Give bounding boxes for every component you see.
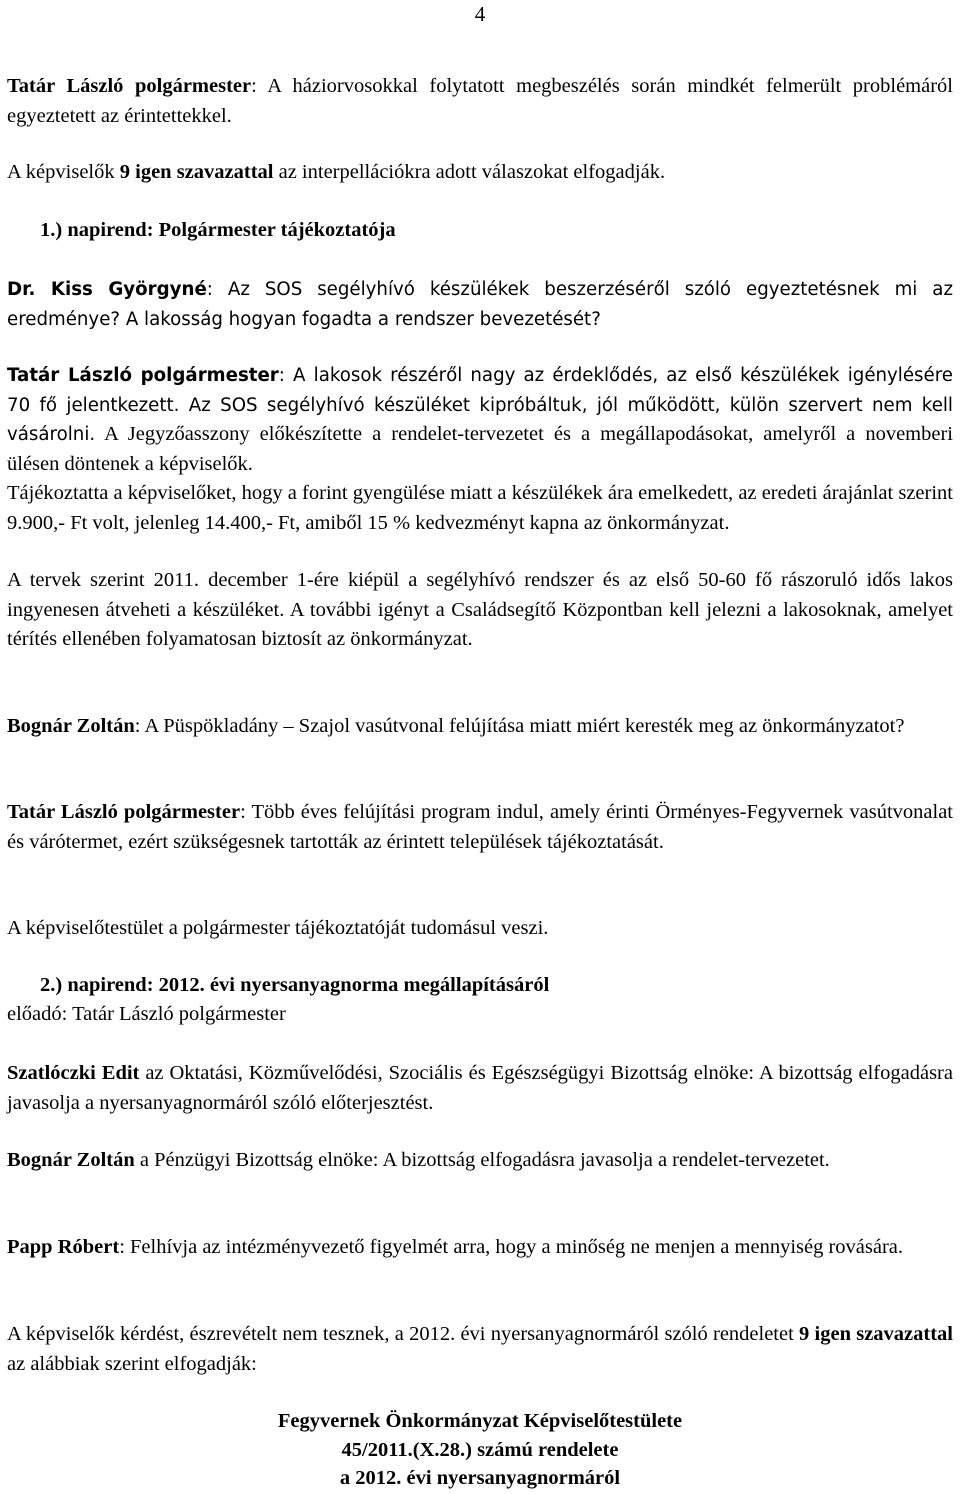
decree-title-line-1: Fegyvernek Önkormányzat Képviselőtestülete: [277, 1410, 683, 1432]
paragraph-text: : A Püspökladány – Szajol vasútvonal felújítása miatt miért keresték meg az önkormányzatot?: [134, 715, 905, 737]
paragraph-text: A képviselők kérdést, észrevételt nem tesznek, a 2012. évi nyersanyagnormáról szóló rendeletet: [7, 1323, 800, 1345]
speaker-name: Bognár Zoltán: [7, 715, 135, 737]
speaker-name: Tatár László polgármester: [7, 75, 252, 97]
paragraph-text: A Jegyzőasszony előkészítette a rendelet-tervezetet és a megállapodásokat, amelyről a novemberi ülésen döntenek a képviselők.: [7, 423, 953, 475]
page-number: 4: [474, 2, 486, 26]
paragraph-price-info: Tájékoztatta a képviselőket, hogy a forint gyengülése miatt a készülékek ára emelkedett, az eredeti árajánlat szerint 9.900,- Ft volt, jelenleg 14.400,- Ft, amiből 15 % kedvezményt kapna az önkormányzat.: [7, 482, 953, 534]
vote-count: 9 igen szavazattal: [799, 1323, 953, 1345]
paragraph-text: a Pénzügyi Bizottság elnöke: A bizottság elfogadásra javasolja a rendelet-tervezetet.: [134, 1149, 830, 1171]
paragraph-mayor-gp-response: [7, 72, 953, 131]
paragraph-decree-vote: [7, 1320, 953, 1379]
speaker-name: Bognár Zoltán: [7, 1149, 135, 1171]
agenda-item-2-presenter: előadó: Tatár László polgármester: [7, 1003, 286, 1025]
agenda-item-1-heading: 1.) napirend: Polgármester tájékoztatója: [40, 219, 396, 241]
paragraph-interpellation-vote: [7, 158, 953, 188]
speaker-name: Tatár László polgármester: [7, 365, 279, 386]
paragraph-acknowledgement: A képviselőtestület a polgármester tájékoztatóját tudomásul veszi.: [7, 917, 549, 939]
decree-title-line-2: 45/2011.(X.28.) számú rendelete: [341, 1439, 619, 1461]
paragraph-text: : Az SOS segélyhívó készülékek beszerzéséről szóló egyeztetésnek mi az eredménye? A lakosság hogyan fogadta a rendszer bevezetését?: [7, 279, 953, 330]
paragraph-text: az interpellációkra adott válaszokat elfogadják.: [273, 161, 666, 183]
speaker-name: Szatlóczki Edit: [7, 1062, 140, 1084]
speaker-name: Dr. Kiss Györgyné: [7, 279, 207, 300]
paragraph-kiss-question: [7, 275, 953, 334]
decree-title-line-3: a 2012. évi nyersanyagnormáról: [339, 1467, 621, 1489]
paragraph-text: az Oktatási, Közművelődési, Szociális és Egészségügyi Bizottság elnöke: A bizottság elfogadásra javasolja a nyersanyagnormáról szóló előterjesztést.: [7, 1062, 953, 1114]
paragraph-plans: A tervek szerint 2011. december 1-ére kiépül a segélyhívó rendszer és az első 50-60 fő rászoruló idős lakos ingyenesen átveheti a készüléket. A további igényt a Családsegítő Központban kell jelezni a lakosoknak, amelyet térítés ellenében folyamatosan biztosít az önkormányzat.: [7, 569, 953, 650]
speaker-name: Tatár László polgármester: [7, 801, 241, 823]
paragraph-text-sans: : A lakosok részéről nagy az érdeklődés, az első készülékek igénylésére 70 fő jelentkezett. Az SOS segélyhívó készüléket kipróbáltuk, jól működött, külön szervert nem kell vásárolni.: [7, 365, 953, 445]
paragraph-bognar-question: [7, 712, 953, 742]
vote-count: 9 igen szavazattal: [119, 161, 274, 183]
paragraph-finance-committee: [7, 1146, 953, 1176]
paragraph-mayor-railway-response: [7, 798, 953, 857]
paragraph-text: A képviselők: [7, 161, 120, 183]
paragraph-papp-remark: [7, 1233, 953, 1263]
paragraph-text: : Felhívja az intézményvezető figyelmét arra, hogy a minőség ne menjen a mennyiség rovására.: [119, 1236, 904, 1258]
speaker-name: Papp Róbert: [7, 1236, 120, 1258]
paragraph-education-committee: [7, 1059, 953, 1118]
agenda-item-2-heading: 2.) napirend: 2012. évi nyersanyagnorma megállapításáról: [40, 974, 550, 996]
paragraph-text: : Több éves felújítási program indul, amely érinti Örményes-Fegyvernek vasútvonalat és várótermet, ezért szükségesnek tartották az érintett települések tájékoztatását.: [7, 801, 953, 853]
paragraph-text: : A háziorvosokkal folytatott megbeszélés során mindkét felmerült problémáról egyeztetett az érintettekkel.: [7, 75, 953, 127]
paragraph-mayor-sos-response: [7, 361, 953, 479]
paragraph-text: az alábbiak szerint elfogadják:: [7, 1352, 257, 1375]
